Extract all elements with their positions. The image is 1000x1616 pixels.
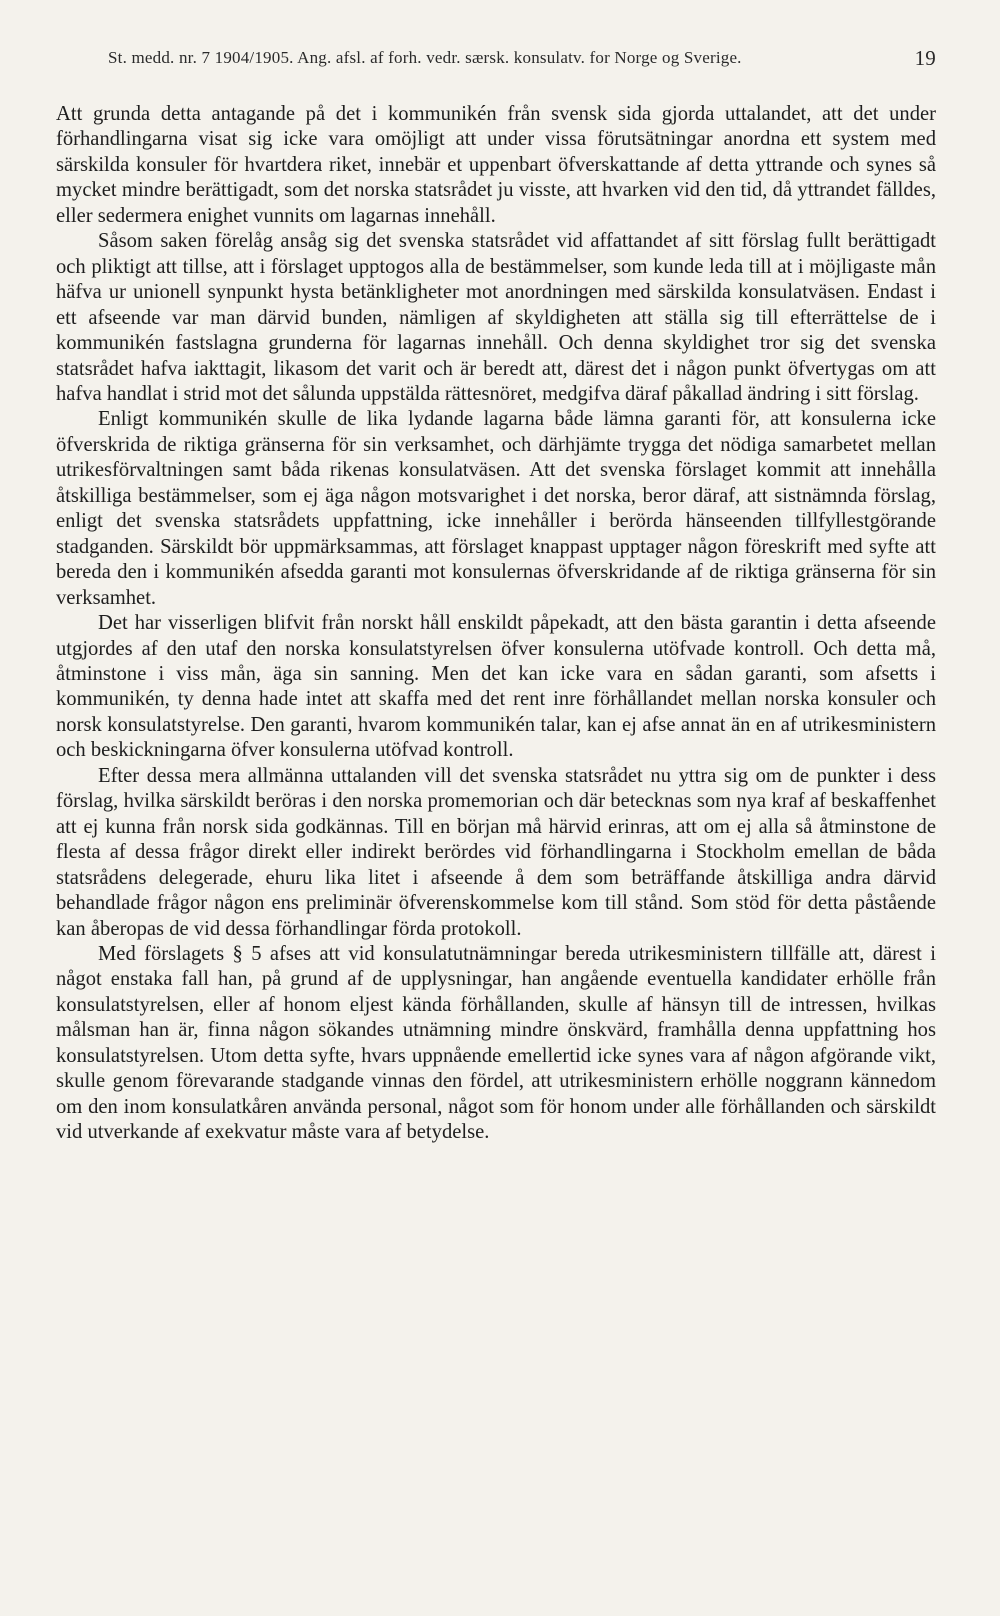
paragraph: Det har visserligen blifvit från norskt håll enskildt påpekadt, att den bästa garantin i detta afseende utgjordes af den utaf den norska konsulatstyrelsen öfver konsulerna utöfvade kontroll. Och detta må, åtminstone i viss mån, äga sin sanning. Men det kan icke vara en sådan garanti, som afsetts i kommunikén, ty denna hade intet att skaffa med det rent inre förhållandet mellan norska konsuler och norsk konsulatstyrelse. Den garanti, hvarom kommunikén talar, kan ej afse annat än en af utrikesministern och beskickningarna öfver konsulerna utöfvad kontroll. bbox=[56, 612, 936, 762]
paragraph: Enligt kommunikén skulle de lika lydande lagarna både lämna garanti för, att konsulerna icke öfverskrida de riktiga gränserna för sin verksamhet, och därhjämte trygga det nödiga samarbetet mellan utrikesförvaltningen samt båda rikenas konsulatväsen. Att det svenska förslaget kommit att innehålla åtskilliga bestämmelser, som ej äga någon motsvarighet i det norska, beror däraf, att sistnämnda förslag, enligt det svenska statsrådets uppfattning, icke innehåller i berörda hänseenden tillfyllestgörande stadganden. Särskildt bör uppmärksammas, att förslaget knappast upptager någon föreskrift med syfte att bereda den i kommunikén afsedda garanti mot konsulernas öfverskridande af de riktiga gränserna för sin verksamhet. bbox=[56, 408, 936, 609]
paragraph: Efter dessa mera allmänna uttalanden vill det svenska statsrådet nu yttra sig om de punkter i dess förslag, hvilka särskildt beröras i den norska promemorian och där betecknas som nya kraf af beskaffenhet att ej kunna från norsk sida godkännas. Till en början må härvid erinras, att om ej alla så åtminstone de flesta af dessa frågor direkt eller indirekt berördes vid förhandlingarna i Stockholm emellan de båda statsrådens delegerade, ehuru lika litet i afseende å dem som beträffande åtskilliga andra därvid behandlade frågor någon ens preliminär öfverenskommelse kom till stånd. Som stöd för detta påstående kan åberopas de vid dessa förhandlingar förda protokoll. bbox=[56, 764, 936, 940]
body-text bbox=[56, 102, 936, 1146]
paragraph: Med förslagets § 5 afses att vid konsulatutnämningar bereda utrikesministern tillfälle att, därest i något enstaka fall han, på grund af de upplysningar, han angående eventuella kandidater erhölle från konsulatstyrelsen, eller af honom eljest kända förhållanden, skulle af hänsyn till de intressen, hvilkas målsman han är, finna någon sökandes utnämning mindre önskvärd, framhålla denna uppfattning hos konsulatstyrelsen. Utom detta syfte, hvars uppnående emellertid icke synes vara af någon afgörande vikt, skulle genom förevarande stadgande vinnas den fördel, att utrikesministern erhölle noggrann kännedom om den inom konsulatkåren använda personal, något som för honom under alle förhållanden och särskildt vid utverkande af exekvatur måste vara af betydelse. bbox=[56, 942, 936, 1144]
running-header bbox=[56, 46, 936, 80]
page-number: 19 bbox=[914, 46, 936, 70]
paragraph: Såsom saken förelåg ansåg sig det svenska statsrådet vid affattandet af sitt förslag fullt berättigadt och pliktigt att tillse, att i förslaget upptogos alla de bestämmelser, som kunde leda till at i möjligaste mån häfva ur unionell synpunkt hysta betänkligheter mot anordningen med särskilda konsulatväsen. Endast i ett afseende var man därvid bunden, nämligen af skyldigheten att ställa sig till efterrättelse de i kommunikén fastslagna grunderna för lagarnas innehåll. Och denna skyldighet tror sig det svenska statsrådet hafva iakttagit, likasom det varit och är beredt att, därest det i någon punkt öfvertygas om att hafva handlat i strid mot det sålunda uppstälda rättesnöret, medgifva däraf påkallad ändring i sitt förslag. bbox=[56, 230, 936, 405]
paragraph: Att grunda detta antagande på det i kommunikén från svensk sida gjorda uttalandet, att det under förhandlingarna visat sig icke vara omöjligt att under vissa förutsätningar anordna ett system med särskilda konsuler för hvartdera riket, innebär et uppenbart öfverskattande af detta yttrande och synes så mycket mindre berättigadt, som det norska statsrådet ju visste, att hvarken vid den tid, då yttrandet fälldes, eller sedermera enighet vunnits om lagarnas innehåll. bbox=[56, 103, 936, 227]
running-title: St. medd. nr. 7 1904/1905. Ang. afsl. af forh. vedr. særsk. konsulatv. for Norge og Sverige. bbox=[108, 48, 742, 67]
